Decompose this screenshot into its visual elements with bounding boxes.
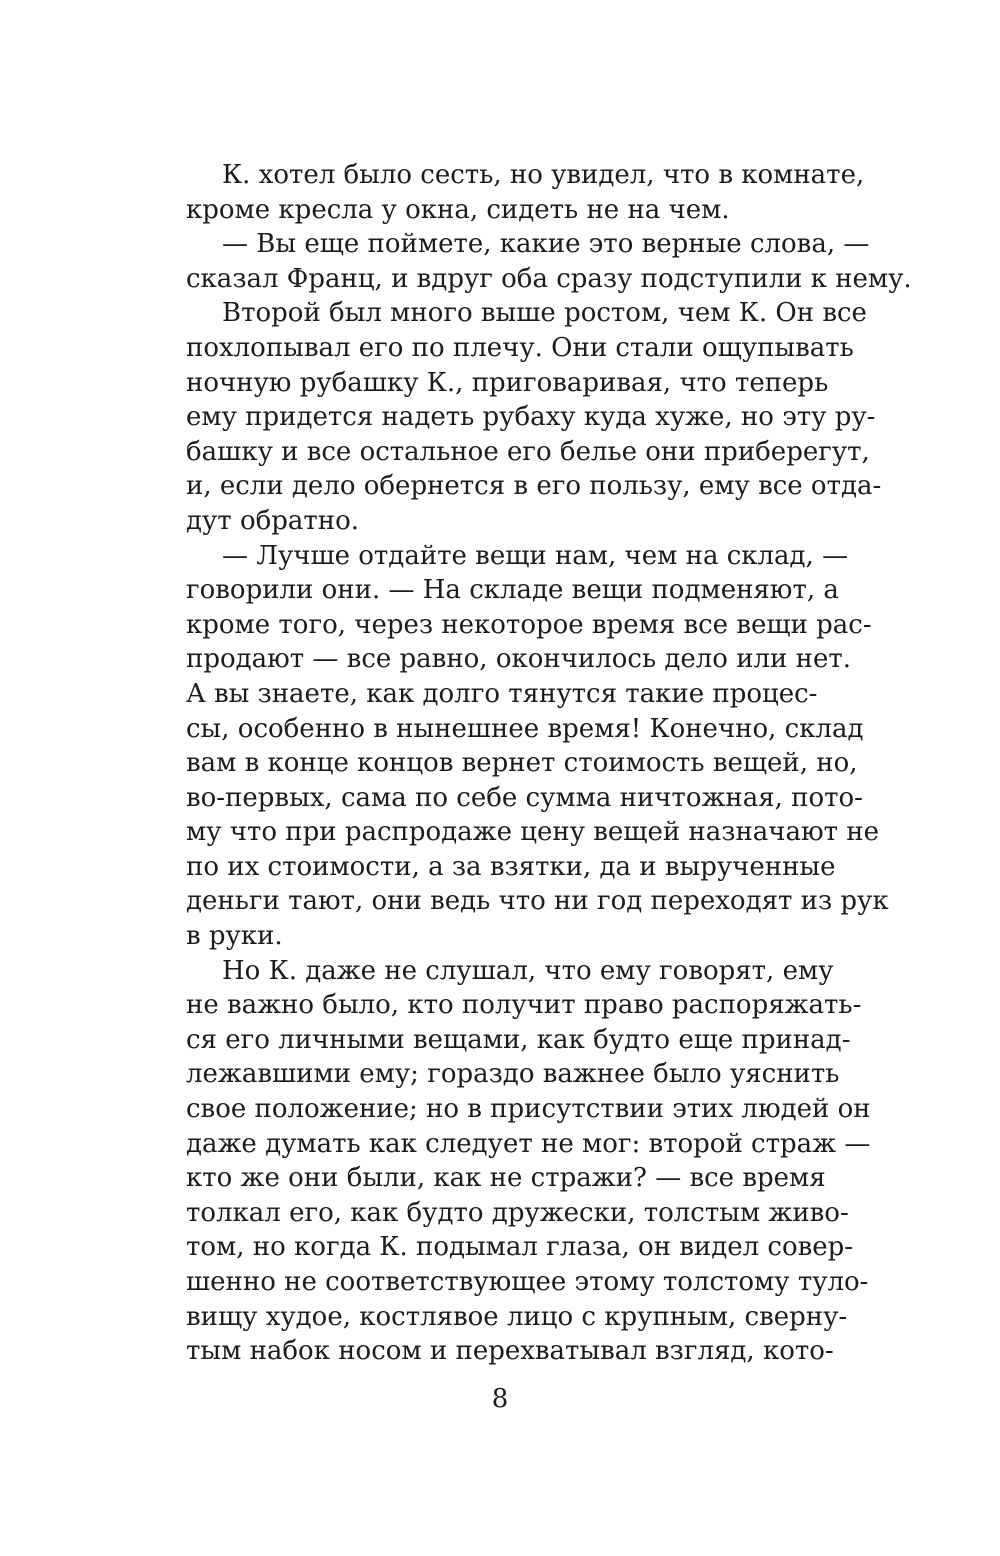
text-line: не важно было, кто получит право распоряжать- — [186, 990, 862, 1021]
body-text — [186, 158, 912, 1369]
text-line: по их стоимости, а за взятки, да и вырученные — [186, 851, 836, 882]
text-line: сы, особенно в нынешнее время! Конечно, склад — [186, 713, 864, 744]
text-line: в руки. — [186, 921, 283, 952]
text-line: сказал Франц, и вдруг оба сразу подступили к нему. — [186, 263, 912, 294]
page-number: 8 — [491, 1384, 509, 1414]
text-line: Второй был много выше ростом, чем К. Он все — [222, 298, 867, 329]
text-line: — Лучше отдайте вещи нам, чем на склад, — — [222, 540, 849, 571]
text-line: ему придется надеть рубаху куда хуже, но эту ру- — [186, 402, 876, 433]
text-line: Но К. даже не слушал, что ему говорят, ему — [222, 955, 834, 986]
text-line: А вы знаете, как долго тянутся такие процес- — [186, 678, 818, 709]
text-line: ся его личными вещами, как будто еще принад- — [186, 1024, 851, 1055]
text-line: му что при распродаже цену вещей назначают не — [186, 817, 879, 848]
text-line: говорили они. — На складе вещи подменяют, а — [186, 575, 839, 606]
text-line: том, но когда К. подымал глаза, он видел совер- — [186, 1232, 854, 1263]
text-line: кто же они были, как не стражи? — все время — [186, 1163, 826, 1194]
text-line: вищу худое, костлявое лицо с крупным, сверну- — [186, 1301, 848, 1332]
text-line: шенно не соответствующее этому толстому туло- — [186, 1267, 869, 1297]
text-line: свое положение; но в присутствии этих людей он — [186, 1094, 871, 1125]
text-line: башку и все остальное его белье они приберегут, — [186, 436, 870, 467]
text-line: продают — все равно, окончилось дело или нет. — [186, 644, 852, 675]
text-line: ночную рубашку К., приговаривая, что теперь — [186, 367, 829, 398]
text-line: тым набок носом и перехватывал взгляд, кото- — [186, 1336, 834, 1367]
text-line: деньги тают, они ведь что ни год переходят из рук — [186, 886, 889, 917]
text-line: даже думать как следует не мог: второй страж — — [186, 1128, 871, 1159]
text-line: — Вы еще поймете, какие это верные слова, — — [222, 229, 870, 260]
text-line: лежавшими ему; гораздо важнее было уяснить — [186, 1059, 840, 1090]
text-line: вам в конце концов вернет стоимость вещей, но, — [186, 748, 858, 779]
text-line: кроме кресла у окна, сидеть не на чем. — [186, 194, 730, 225]
text-line: толкал его, как будто дружески, толстым живо- — [186, 1197, 849, 1228]
text-line: кроме того, через некоторое время все вещи рас- — [186, 609, 872, 640]
text-line: похлопывал его по плечу. Они стали ощупывать — [186, 332, 854, 363]
text-line: дут обратно. — [186, 505, 360, 536]
text-line: во-первых, сама по себе сумма ничтожная, пото- — [186, 782, 863, 813]
text-line: и, если дело обернется в его пользу, ему все отда- — [186, 471, 882, 502]
text-line: К. хотел было сесть, но увидел, что в комнате, — [222, 160, 865, 190]
